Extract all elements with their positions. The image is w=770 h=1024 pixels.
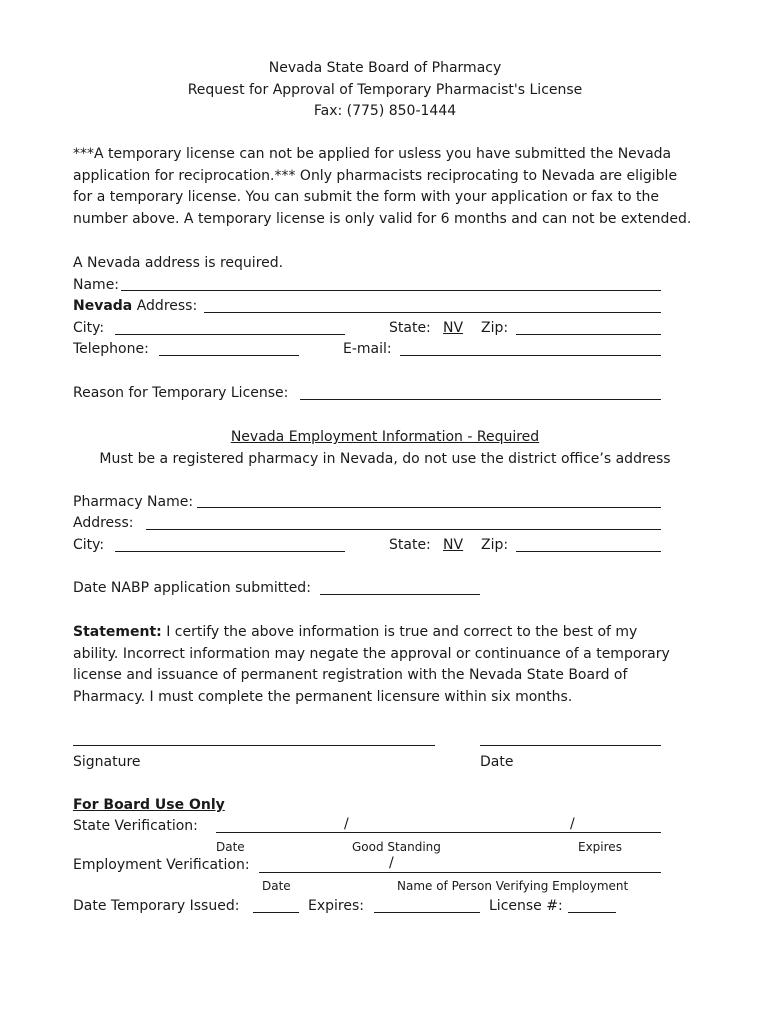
statement-line: ability. Incorrect information may negate the approval or continuance of a temporary — [73, 645, 670, 662]
pharmacy-address-label: Address: — [73, 515, 134, 531]
statement-line: license and issuance of permanent registration with the Nevada State Board of — [73, 667, 628, 684]
telephone-label: Telephone: — [73, 341, 149, 357]
state-verification-slash-1: / — [344, 816, 349, 832]
notice-line: ***A temporary license can not be applied for usless you have submitted the Nevada — [73, 146, 672, 162]
notice-paragraph — [73, 144, 693, 231]
ev-date-caption: Date — [262, 879, 291, 893]
city-label: City: — [73, 320, 105, 336]
pharmacy-zip-field[interactable] — [516, 551, 661, 552]
sv-good-standing-caption: Good Standing — [352, 840, 441, 854]
email-label: E-mail: — [343, 341, 392, 357]
date-issued-field[interactable] — [253, 912, 299, 913]
reason-label: Reason for Temporary License: — [73, 385, 289, 401]
zip-field[interactable] — [516, 334, 661, 335]
form-title: Request for Approval of Temporary Pharmacist's License — [187, 82, 583, 98]
nabp-date-field[interactable] — [320, 594, 480, 595]
city-field[interactable] — [115, 334, 345, 335]
statement-line: Pharmacy. I must complete the permanent licensure within six months. — [73, 689, 573, 706]
zip-label: Zip: — [481, 320, 509, 336]
address-word: Address: — [132, 298, 198, 314]
telephone-field[interactable] — [159, 355, 299, 356]
signature-date-field[interactable] — [480, 745, 661, 746]
statement-text: I certify the above information is true and correct to the best of my — [161, 624, 638, 640]
state-verification-label: State Verification: — [73, 818, 198, 834]
name-field[interactable] — [121, 290, 661, 291]
statement-label: Statement: — [73, 624, 162, 640]
employment-verification-slash: / — [389, 855, 394, 871]
name-label: Name: — [73, 277, 120, 293]
email-field[interactable] — [400, 355, 661, 356]
pharmacy-state-value: NV — [443, 537, 464, 553]
state-value: NV — [443, 320, 464, 336]
pharmacy-name-field[interactable] — [197, 507, 661, 508]
state-verification-slash-2: / — [570, 816, 575, 832]
nabp-label: Date NABP application submitted: — [73, 580, 311, 596]
pharmacy-name-label: Pharmacy Name: — [73, 494, 194, 510]
sv-date-caption: Date — [216, 840, 245, 854]
notice-line: number above. A temporary license is only valid for 6 months and can not be extended. — [73, 211, 692, 228]
reason-field[interactable] — [300, 399, 661, 400]
ev-name-caption: Name of Person Verifying Employment — [397, 879, 629, 893]
state-verification-field[interactable] — [216, 832, 661, 833]
license-number-field[interactable] — [568, 912, 616, 913]
employment-subheading: Must be a registered pharmacy in Nevada, do not use the district office’s address — [99, 451, 671, 467]
employment-verification-label: Employment Verification: — [73, 857, 250, 873]
sv-expires-caption: Expires — [578, 840, 622, 854]
date-issued-label: Date Temporary Issued: — [73, 898, 240, 914]
pharmacy-state-label: State: — [389, 537, 431, 553]
pharmacy-zip-label: Zip: — [481, 537, 509, 553]
nevada-address-field[interactable] — [204, 312, 661, 313]
address-required-note: A Nevada address is required. — [73, 255, 284, 271]
pharmacy-city-label: City: — [73, 537, 105, 553]
nevada-bold: Nevada — [73, 298, 133, 314]
signature-field[interactable] — [73, 745, 435, 746]
org-title: Nevada State Board of Pharmacy — [268, 60, 502, 76]
statement-paragraph — [73, 622, 693, 709]
expires-label: Expires: — [308, 898, 364, 914]
employment-heading: Nevada Employment Information - Required — [230, 429, 540, 445]
notice-line: application for reciprocation.*** Only pharmacists reciprocating to Nevada are eligible — [73, 167, 678, 184]
notice-line: for a temporary license. You can submit the form with your application or fax to the — [73, 189, 659, 206]
license-number-label: License #: — [489, 898, 563, 914]
board-use-heading: For Board Use Only — [73, 797, 225, 813]
statement-line — [73, 622, 693, 644]
fax-number: Fax: (775) 850-1444 — [313, 103, 457, 119]
employment-verification-field[interactable] — [259, 872, 661, 873]
pharmacy-address-field[interactable] — [146, 529, 661, 530]
signature-label: Signature — [73, 754, 141, 770]
nevada-address-label — [73, 297, 197, 315]
expires-field[interactable] — [374, 912, 480, 913]
pharmacy-city-field[interactable] — [115, 551, 345, 552]
signature-date-label: Date — [480, 754, 514, 770]
state-label: State: — [389, 320, 431, 336]
